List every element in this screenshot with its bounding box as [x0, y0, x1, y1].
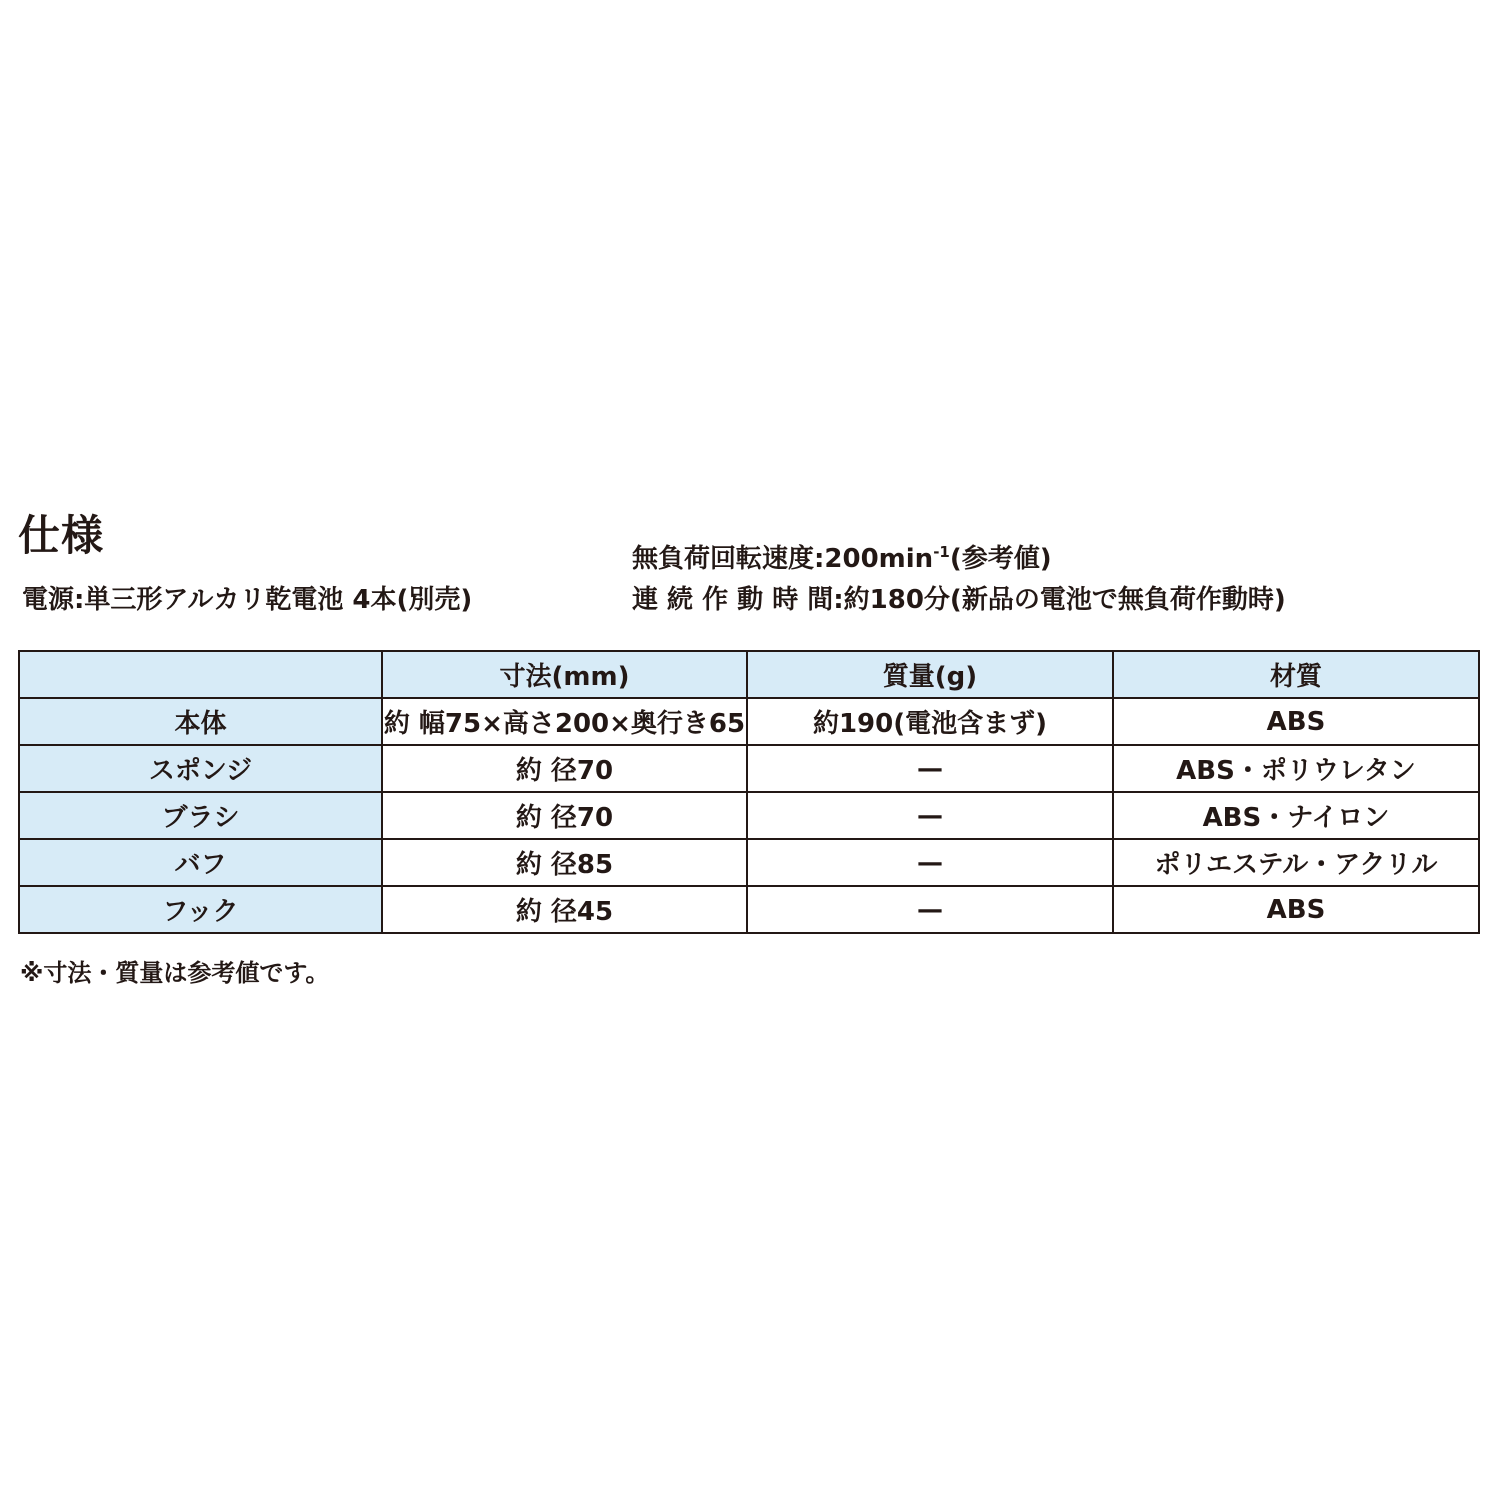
dimensions-cell: 約 径45 [382, 886, 747, 933]
page-title: 仕様 [18, 511, 105, 560]
table-row [19, 839, 1479, 886]
weight-cell: 約190(電池含まず) [747, 698, 1113, 745]
table-row [19, 886, 1479, 933]
weight-cell: — [747, 792, 1113, 839]
row-label: 本体 [19, 698, 382, 745]
rotation-speed-text: 無負荷回転速度:200min [632, 544, 934, 574]
runtime-value: :約180分(新品の電池で無負荷作動時) [833, 585, 1286, 615]
table-row [19, 792, 1479, 839]
header-cell-material: 材質 [1113, 651, 1479, 698]
header-cell-dimensions: 寸法(mm) [382, 651, 747, 698]
dimensions-cell: 約 径85 [382, 839, 747, 886]
dimensions-cell: 約 径70 [382, 792, 747, 839]
rotation-speed-spec [632, 541, 1052, 577]
material-cell: ABS [1113, 698, 1479, 745]
material-cell: ABS [1113, 886, 1479, 933]
material-cell: ABS・ポリウレタン [1113, 745, 1479, 792]
runtime-label: 連 続 作 動 時 間 [632, 585, 834, 615]
table-header-row [19, 651, 1479, 698]
row-label: フック [19, 886, 382, 933]
weight-cell: — [747, 886, 1113, 933]
weight-cell: — [747, 839, 1113, 886]
footnote: ※寸法・質量は参考値です。 [20, 959, 330, 987]
spec-table [18, 650, 1480, 934]
table-row [19, 745, 1479, 792]
header-cell-weight: 質量(g) [747, 651, 1113, 698]
dimensions-cell: 約 幅75×高さ200×奥行き65 [382, 698, 747, 745]
dimensions-cell: 約 径70 [382, 745, 747, 792]
table-row [19, 698, 1479, 745]
rotation-speed-unit-exponent: -1 [933, 543, 950, 561]
rotation-speed-reference: (参考値) [949, 544, 1052, 574]
material-cell: ABS・ナイロン [1113, 792, 1479, 839]
power-spec: 電源:単三形アルカリ乾電池 4本(別売) [22, 585, 473, 615]
row-label: ブラシ [19, 792, 382, 839]
weight-cell: — [747, 745, 1113, 792]
row-label: バフ [19, 839, 382, 886]
material-cell: ポリエステル・アクリル [1113, 839, 1479, 886]
runtime-spec [632, 582, 1286, 618]
row-label: スポンジ [19, 745, 382, 792]
header-cell-item [19, 651, 382, 698]
